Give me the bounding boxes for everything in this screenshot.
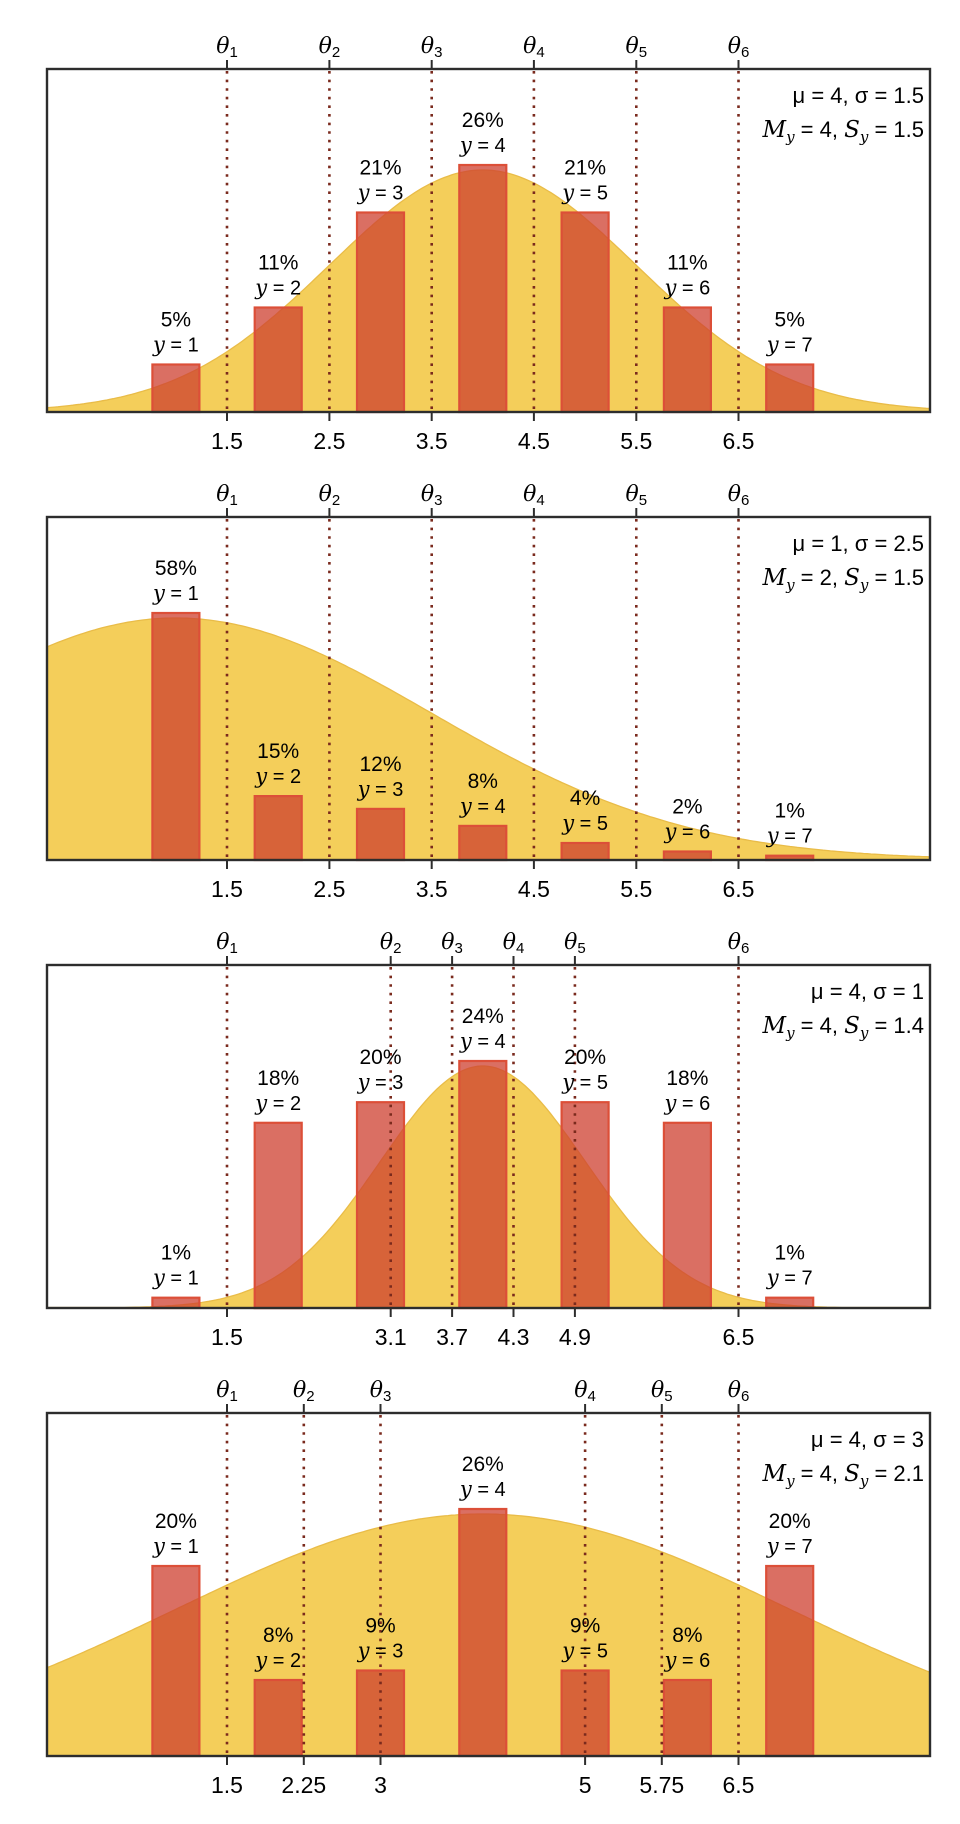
pct-label-y-5: 20% <box>564 1046 607 1070</box>
theta-label-5: θ5 <box>625 482 648 509</box>
pct-label-y-3: 21% <box>359 156 402 180</box>
category-label-y-1: y = 1 <box>153 332 199 357</box>
category-label-y-1: y = 1 <box>153 1265 199 1290</box>
theta-label-4: θ4 <box>523 34 545 61</box>
pct-label-y-1: 5% <box>160 308 192 332</box>
param-line-My-Sy: My = 2, Sy = 1.5 <box>762 565 924 594</box>
theta-label-4: θ4 <box>502 930 525 957</box>
category-label-y-3: y = 3 <box>357 776 404 801</box>
category-label-y-5: y = 5 <box>562 811 608 835</box>
bar-y-5 <box>562 213 609 413</box>
pct-label-y-6: 18% <box>666 1066 709 1090</box>
theta-label-2: θ2 <box>318 34 341 61</box>
bar-y-1 <box>152 613 199 860</box>
theta-label-6: θ6 <box>727 1378 750 1405</box>
category-label-y-6: y = 6 <box>664 275 711 300</box>
pct-label-y-2: 11% <box>257 251 299 275</box>
theta-label-1: θ1 <box>216 930 238 957</box>
bar-y-2 <box>255 1123 302 1308</box>
bar-y-2 <box>255 308 302 413</box>
category-label-y-5: y = 5 <box>562 1638 608 1663</box>
x-tick-label-6.5: 6.5 <box>722 876 755 902</box>
x-tick-label-6.5: 6.5 <box>722 1772 755 1798</box>
x-tick-label-2.5: 2.5 <box>313 876 346 902</box>
bar-y-3 <box>357 809 404 860</box>
category-label-y-1: y = 1 <box>153 1534 199 1558</box>
bar-y-1 <box>152 1566 199 1756</box>
pct-label-y-7: 20% <box>768 1510 811 1533</box>
x-tick-label-1.5: 1.5 <box>211 876 243 902</box>
category-label-y-6: y = 6 <box>664 819 711 844</box>
category-label-y-3: y = 3 <box>357 1070 404 1095</box>
category-label-y-5: y = 5 <box>562 1070 608 1095</box>
category-label-y-6: y = 6 <box>664 1648 711 1672</box>
bar-y-1 <box>152 1298 199 1308</box>
theta-label-4: θ4 <box>574 1378 596 1405</box>
pct-label-y-1: 20% <box>154 1510 197 1533</box>
theta-label-5: θ5 <box>651 1378 673 1405</box>
param-line-mu-sigma: μ = 4, σ = 1.5 <box>792 83 924 108</box>
x-tick-label-6.5: 6.5 <box>722 1324 755 1350</box>
x-tick-label-5.75: 5.75 <box>639 1772 685 1798</box>
bar-y-2 <box>255 796 302 860</box>
theta-label-2: θ2 <box>293 1378 315 1405</box>
theta-label-3: θ3 <box>441 930 463 957</box>
category-label-y-2: y = 2 <box>255 275 302 300</box>
x-tick-label-4.5: 4.5 <box>517 428 550 454</box>
category-label-y-7: y = 7 <box>766 332 813 357</box>
theta-label-1: θ1 <box>216 34 238 61</box>
bar-y-4 <box>459 826 506 860</box>
pct-label-y-2: 15% <box>257 740 300 764</box>
x-tick-label-4.9: 4.9 <box>558 1324 591 1350</box>
pct-label-y-2: 18% <box>257 1066 300 1090</box>
pct-label-y-4: 24% <box>461 1005 504 1028</box>
x-tick-label-3: 3 <box>374 1772 387 1798</box>
bar-y-5 <box>562 1102 609 1308</box>
param-line-mu-sigma: μ = 4, σ = 3 <box>810 1427 924 1452</box>
pct-label-y-7: 1% <box>774 799 805 823</box>
x-tick-label-2.5: 2.5 <box>313 428 346 454</box>
category-label-y-7: y = 7 <box>766 823 813 848</box>
theta-label-5: θ5 <box>625 34 648 61</box>
pct-label-y-6: 8% <box>672 1624 703 1647</box>
pct-label-y-3: 20% <box>359 1046 402 1070</box>
x-tick-label-5.5: 5.5 <box>620 428 653 454</box>
category-label-y-2: y = 2 <box>255 1648 302 1672</box>
category-label-y-1: y = 1 <box>153 581 199 605</box>
x-tick-label-5: 5 <box>578 1772 592 1798</box>
pct-label-y-5: 4% <box>569 787 601 810</box>
category-label-y-5: y = 5 <box>562 180 608 205</box>
category-label-y-4: y = 4 <box>459 1477 506 1501</box>
x-tick-label-3.5: 3.5 <box>415 428 448 454</box>
x-tick-label-4.5: 4.5 <box>517 876 550 902</box>
pct-label-y-1: 58% <box>154 557 197 580</box>
x-tick-label-1.5: 1.5 <box>211 1324 243 1350</box>
bar-y-2 <box>255 1680 302 1756</box>
param-line-mu-sigma: μ = 1, σ = 2.5 <box>792 531 924 556</box>
bar-y-6 <box>664 1680 711 1756</box>
bar-y-7 <box>766 1298 813 1308</box>
x-tick-label-1.5: 1.5 <box>211 1772 243 1798</box>
x-tick-label-3.1: 3.1 <box>374 1324 407 1350</box>
x-tick-label-3.7: 3.7 <box>436 1324 469 1350</box>
param-line-My-Sy: My = 4, Sy = 1.5 <box>762 117 924 146</box>
theta-label-4: θ4 <box>523 482 545 509</box>
x-tick-label-5.5: 5.5 <box>620 876 653 902</box>
bar-y-4 <box>459 1509 506 1756</box>
bar-y-6 <box>664 852 711 861</box>
category-label-y-6: y = 6 <box>664 1090 711 1115</box>
bar-y-3 <box>357 213 404 413</box>
theta-label-3: θ3 <box>420 34 443 61</box>
pct-label-y-6: 11% <box>667 251 708 275</box>
category-label-y-4: y = 4 <box>459 793 506 818</box>
pct-label-y-1: 1% <box>160 1241 192 1265</box>
x-tick-label-4.3: 4.3 <box>497 1324 530 1350</box>
x-tick-label-1.5: 1.5 <box>211 428 243 454</box>
bar-y-1 <box>152 365 199 413</box>
category-label-y-2: y = 2 <box>255 1090 302 1115</box>
pct-label-y-4: 8% <box>467 769 498 793</box>
pct-label-y-6: 2% <box>672 795 703 819</box>
theta-label-6: θ6 <box>727 930 750 957</box>
theta-label-1: θ1 <box>216 482 238 509</box>
pct-label-y-5: 21% <box>564 156 607 180</box>
bar-y-4 <box>459 1061 506 1308</box>
x-tick-label-2.25: 2.25 <box>281 1772 327 1798</box>
theta-label-3: θ3 <box>420 482 443 509</box>
x-tick-label-6.5: 6.5 <box>722 428 755 454</box>
param-line-My-Sy: My = 4, Sy = 2.1 <box>762 1461 924 1490</box>
pct-label-y-7: 5% <box>774 308 805 332</box>
theta-label-6: θ6 <box>727 34 750 61</box>
x-tick-label-3.5: 3.5 <box>415 876 448 902</box>
category-label-y-7: y = 7 <box>766 1534 813 1558</box>
category-label-y-4: y = 4 <box>459 1029 506 1053</box>
pct-label-y-4: 26% <box>461 109 504 132</box>
pct-label-y-5: 9% <box>569 1614 601 1638</box>
pct-label-y-3: 12% <box>359 752 402 776</box>
bar-y-7 <box>766 1566 813 1756</box>
pct-label-y-7: 1% <box>774 1241 805 1265</box>
theta-label-2: θ2 <box>379 930 402 957</box>
bar-y-5 <box>562 843 609 860</box>
theta-label-6: θ6 <box>727 482 750 509</box>
param-line-mu-sigma: μ = 4, σ = 1 <box>810 979 924 1004</box>
theta-label-5: θ5 <box>564 930 586 957</box>
category-label-y-4: y = 4 <box>459 133 506 157</box>
category-label-y-2: y = 2 <box>255 764 302 789</box>
bar-y-7 <box>766 365 813 413</box>
pct-label-y-2: 8% <box>263 1624 294 1647</box>
category-label-y-7: y = 7 <box>766 1265 813 1290</box>
bar-y-6 <box>664 1123 711 1308</box>
category-label-y-3: y = 3 <box>357 1638 404 1663</box>
bar-y-3 <box>357 1102 404 1308</box>
theta-label-3: θ3 <box>369 1378 392 1405</box>
pct-label-y-3: 9% <box>365 1614 396 1638</box>
pct-label-y-4: 26% <box>461 1453 504 1476</box>
bar-y-4 <box>459 165 506 412</box>
bar-y-6 <box>664 308 711 413</box>
theta-label-1: θ1 <box>216 1378 238 1405</box>
category-label-y-3: y = 3 <box>357 180 404 205</box>
theta-label-2: θ2 <box>318 482 341 509</box>
param-line-My-Sy: My = 4, Sy = 1.4 <box>762 1013 924 1042</box>
